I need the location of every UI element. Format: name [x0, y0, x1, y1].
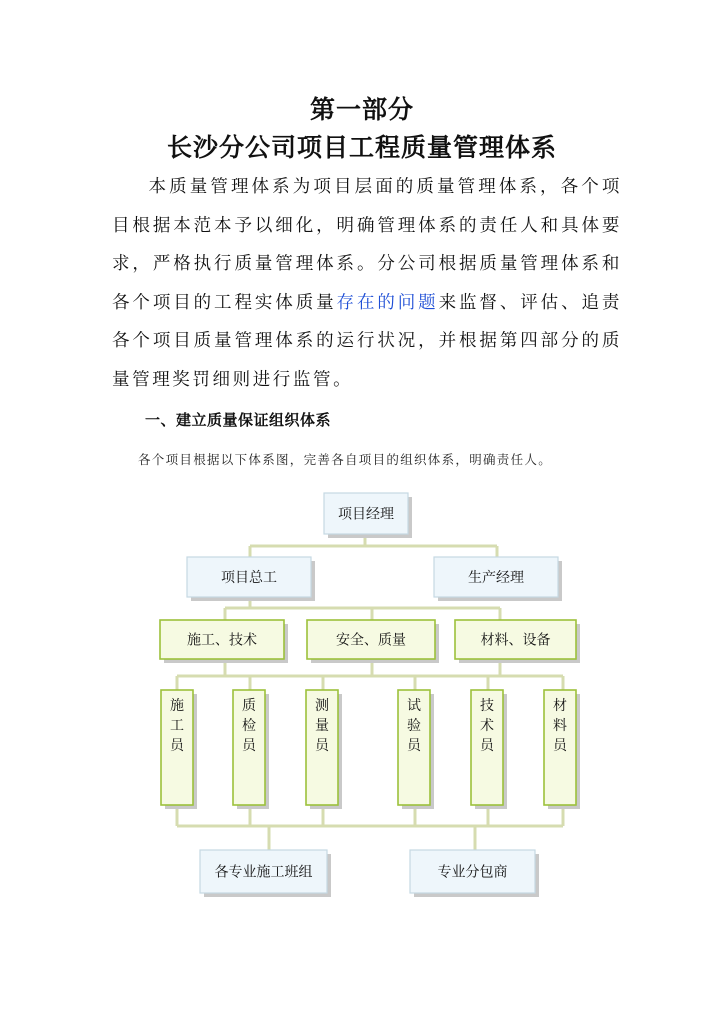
node-label: 各专业施工班组 — [214, 864, 313, 881]
node-label: 材料、设备 — [480, 632, 551, 649]
part-heading: 第一部分 — [309, 95, 414, 124]
node-construction-staff — [161, 690, 197, 809]
node-project-manager — [324, 493, 412, 538]
node-label: 专业分包商 — [437, 864, 508, 881]
node-label-char: 材 — [553, 698, 567, 714]
node-label-char: 量 — [315, 718, 329, 734]
node-label-char: 员 — [553, 738, 567, 754]
node-label-char: 测 — [315, 698, 329, 714]
node-subcontractors — [410, 850, 539, 897]
node-material-staff — [544, 690, 580, 809]
node-label: 项目总工 — [221, 570, 277, 586]
node-technician — [471, 690, 507, 809]
node-chief-engineer — [187, 557, 315, 601]
node-label-char: 验 — [407, 718, 421, 734]
node-label-char: 试 — [407, 698, 421, 714]
node-label-char: 施 — [170, 698, 184, 714]
org-nodes — [160, 493, 580, 897]
node-label-char: 技 — [480, 698, 494, 714]
node-materials-equipment — [455, 620, 580, 663]
node-label: 安全、质量 — [336, 632, 406, 649]
section-note: 各个项目根据以下体系图，完善各自项目的组织体系，明确责任人。 — [138, 452, 553, 467]
node-surveyor — [306, 690, 342, 809]
document-title: 长沙分公司项目工程质量管理体系 — [166, 133, 557, 162]
node-label-char: 检 — [242, 718, 256, 734]
node-safety-quality — [307, 620, 439, 663]
node-label: 项目经理 — [338, 506, 394, 523]
node-label-char: 员 — [170, 738, 184, 754]
node-label-char: 质 — [242, 698, 256, 714]
paragraph-text-2: 来监督、评估、追责各个项目质量管理体系的运行状况，并根据第四部分的质量管理奖罚细则进行监管。 — [112, 292, 622, 390]
section-heading: 一、建立质量保证组织体系 — [145, 411, 332, 429]
node-label-char: 料 — [553, 718, 567, 734]
node-label: 生产经理 — [468, 570, 524, 586]
node-label-char: 术 — [480, 718, 494, 734]
node-production-manager — [434, 557, 562, 601]
node-label-char: 员 — [315, 738, 329, 754]
node-label-char: 工 — [170, 718, 184, 734]
node-construction-tech — [160, 620, 288, 663]
node-quality-inspector — [233, 690, 269, 809]
paragraph-text-1: 本质量管理体系为项目层面的质量管理体系，各个项目根据本范本予以细化，明确管理体系的责任人和具体要求，严格执行质量管理体系。分公司根据质量管理体系和各个项目的工程实体质量 — [112, 177, 622, 313]
node-work-teams — [200, 850, 331, 897]
node-label-char: 员 — [242, 738, 256, 754]
node-label-char: 员 — [407, 738, 421, 754]
paragraph-highlight: 存在的问题 — [336, 292, 439, 313]
node-label: 施工、技术 — [187, 632, 257, 649]
node-label-char: 员 — [480, 738, 494, 754]
node-tester — [398, 690, 434, 809]
